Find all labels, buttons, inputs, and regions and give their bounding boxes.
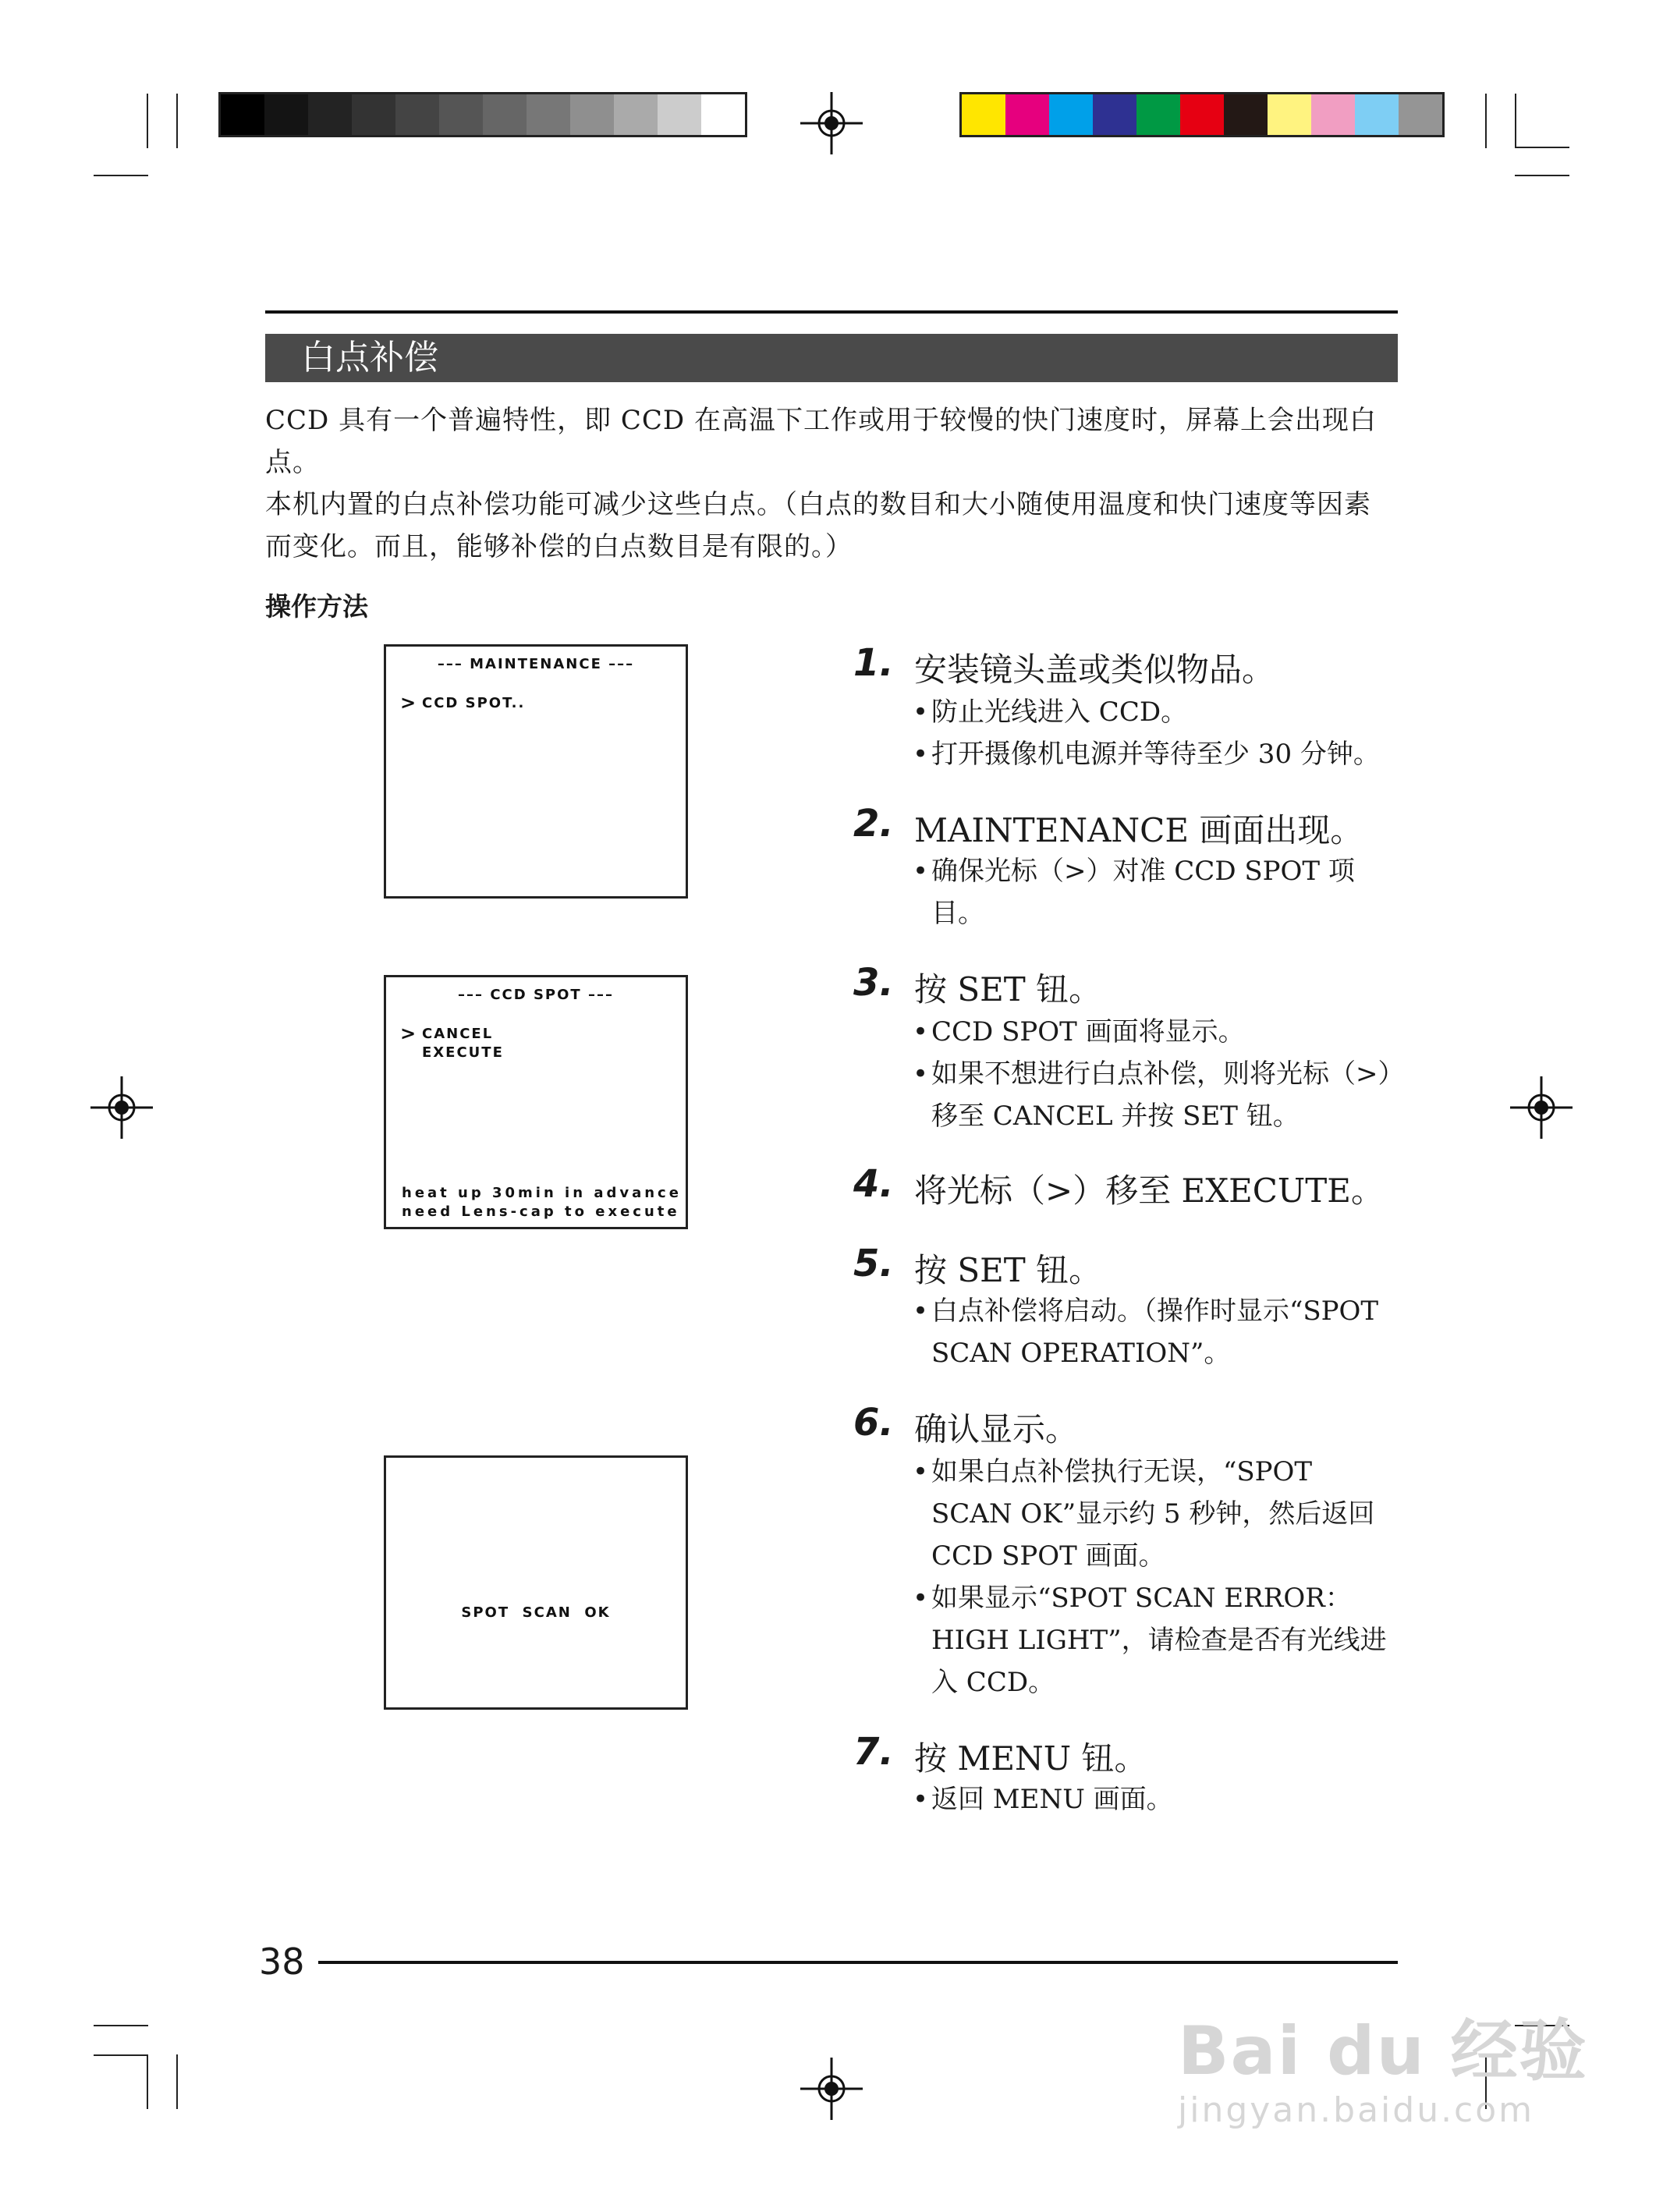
color-swatch xyxy=(439,94,483,135)
step-bullet: • 白点补偿将启动。（操作时显示“SPOT SCAN OPERATION”。 xyxy=(913,1296,1379,1369)
color-swatch xyxy=(658,94,701,135)
step-title: 按 MENU 钮。 xyxy=(914,1739,1147,1778)
step-title: 将光标（>）移至 EXECUTE。 xyxy=(914,1172,1384,1210)
color-swatch xyxy=(483,94,527,135)
crop-mark xyxy=(1515,147,1569,148)
procedure-heading: 操作方法 xyxy=(265,591,368,622)
spot-scan-ok-screen xyxy=(384,1455,688,1710)
registration-mark-icon xyxy=(90,1076,153,1139)
screen-header: ––– MAINTENANCE ––– xyxy=(437,656,635,672)
maintenance-screen xyxy=(384,644,688,899)
step-number: 3. xyxy=(853,961,894,1005)
step-bullet: • 确保光标（>）对准 CCD SPOT 项目。 xyxy=(913,856,1355,929)
color-swatch xyxy=(264,94,308,135)
cursor-icon: > xyxy=(400,1023,418,1044)
step-bullet: • 如果白点补偿执行无误，“SPOT SCAN OK”显示约 5 秒钟，然后返回 CCD SPOT 画面。 xyxy=(913,1456,1375,1572)
color-swatch xyxy=(221,94,264,135)
color-swatch xyxy=(1311,94,1355,135)
watermark-logo: Bai du 经验 xyxy=(1178,2012,1588,2090)
crop-mark xyxy=(147,94,148,148)
color-swatch xyxy=(1136,94,1180,135)
step-title: MAINTENANCE 画面出现。 xyxy=(914,811,1363,849)
step-title: 安装镜头盖或类似物品。 xyxy=(914,650,1275,689)
step-bullet: • 返回 MENU 画面。 xyxy=(913,1784,1173,1815)
crop-mark xyxy=(176,2054,178,2109)
intro-line: CCD 具有一个普遍特性，即 CCD 在高温下工作或用于较慢的快门速度时，屏幕上会出现白 xyxy=(265,405,1377,436)
menu-item-execute: EXECUTE xyxy=(422,1044,504,1061)
step-number: 2. xyxy=(853,802,894,845)
watermark-url: jingyan.baidu.com xyxy=(1178,2090,1535,2130)
step-title: 确认显示。 xyxy=(914,1410,1079,1448)
color-swatch xyxy=(1399,94,1442,135)
step-bullet: • 如果显示“SPOT SCAN ERROR：HIGH LIGHT”，请检查是否有光线进入 CCD。 xyxy=(913,1583,1387,1698)
color-swatch xyxy=(1093,94,1136,135)
color-swatch xyxy=(1180,94,1224,135)
registration-mark-icon xyxy=(1510,1076,1573,1139)
crop-mark xyxy=(147,2054,148,2109)
crop-mark xyxy=(94,175,148,176)
menu-item-cancel: CANCEL xyxy=(422,1026,494,1042)
step-number: 6. xyxy=(853,1401,894,1445)
menu-item: CCD SPOT.. xyxy=(422,695,526,711)
color-calibration-bar xyxy=(959,92,1445,137)
registration-mark-icon xyxy=(800,92,863,154)
color-swatch xyxy=(352,94,395,135)
crop-mark xyxy=(94,2054,148,2056)
screen-footer: need Lens-cap to execute xyxy=(402,1203,680,1220)
step-bullet: • 打开摄像机电源并等待至少 30 分钟。 xyxy=(913,739,1380,770)
step-bullet: • CCD SPOT 画面将显示。 xyxy=(913,1016,1245,1048)
step-title: 按 SET 钮。 xyxy=(914,1251,1102,1289)
section-title: 白点补偿 xyxy=(265,334,1398,382)
cursor-icon: > xyxy=(400,692,418,714)
color-swatch xyxy=(308,94,352,135)
top-rule xyxy=(265,310,1398,314)
screen-header: ––– CCD SPOT ––– xyxy=(458,987,614,1003)
color-swatch xyxy=(395,94,439,135)
color-swatch xyxy=(527,94,570,135)
step-title: 按 SET 钮。 xyxy=(914,970,1102,1009)
crop-mark xyxy=(94,2025,148,2026)
intro-line: 本机内置的白点补偿功能可减少这些白点。（白点的数目和大小随使用温度和快门速度等因素 xyxy=(265,489,1371,520)
color-swatch xyxy=(1005,94,1049,135)
color-swatch xyxy=(1049,94,1093,135)
ccd-spot-screen xyxy=(384,975,688,1229)
screen-footer: heat up 30min in advance xyxy=(402,1185,682,1201)
intro-line: 而变化。而且，能够补偿的白点数目是有限的。） xyxy=(265,531,853,562)
color-swatch xyxy=(1355,94,1399,135)
step-number: 5. xyxy=(853,1242,894,1285)
color-swatch xyxy=(614,94,658,135)
step-bullet: • 如果不想进行白点补偿，则将光标（>）移至 CANCEL 并按 SET 钮。 xyxy=(913,1058,1392,1132)
color-swatch xyxy=(701,94,745,135)
registration-mark-icon xyxy=(800,2058,863,2120)
step-number: 7. xyxy=(853,1730,894,1774)
result-message: SPOT SCAN OK xyxy=(461,1604,611,1621)
crop-mark xyxy=(1515,175,1569,176)
crop-mark xyxy=(1515,94,1516,148)
color-swatch xyxy=(962,94,1005,135)
step-number: 1. xyxy=(853,641,894,685)
step-bullet: • 防止光线进入 CCD。 xyxy=(913,697,1188,728)
color-swatch xyxy=(570,94,614,135)
color-swatch xyxy=(1224,94,1268,135)
footer-rule xyxy=(318,1961,1398,1964)
color-swatch xyxy=(1268,94,1311,135)
page-number: 38 xyxy=(259,1941,305,1983)
crop-mark xyxy=(1485,94,1487,148)
step-number: 4. xyxy=(853,1162,894,1206)
grayscale-color-bar xyxy=(218,92,747,137)
crop-mark xyxy=(176,94,178,148)
intro-line: 点。 xyxy=(265,447,320,478)
